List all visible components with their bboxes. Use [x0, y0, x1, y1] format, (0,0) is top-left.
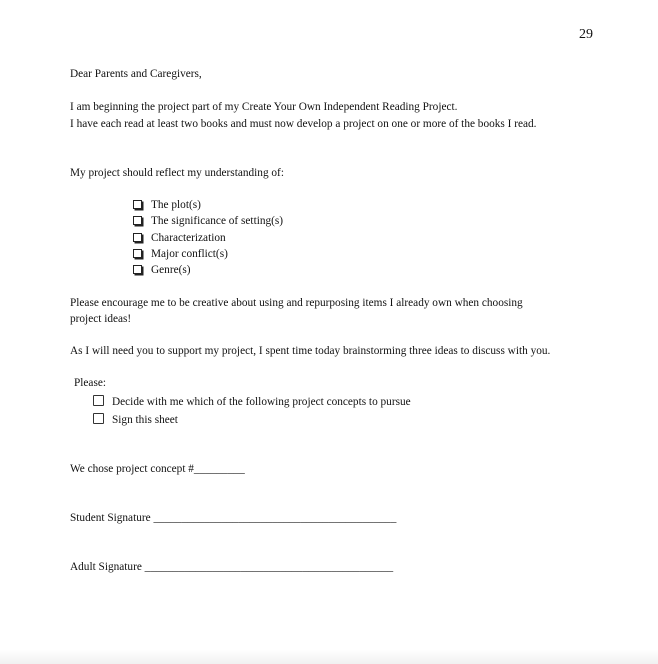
understanding-item: [133, 231, 226, 245]
understanding-item: [133, 263, 191, 277]
checkbox-bullet-icon: [133, 216, 142, 225]
checkbox-bullet-icon: [133, 200, 142, 209]
understanding-heading: My project should reflect my understanding of:: [70, 167, 284, 179]
student-signature-line: Student Signature ___________________________________________: [70, 512, 397, 524]
item-label: Genre(s): [151, 264, 191, 276]
checkbox-bullet-icon: [133, 249, 142, 258]
checkbox[interactable]: [93, 395, 104, 406]
intro-line-2: I have each read at least two books and must now develop a project on one or more of the books I read.: [70, 118, 537, 130]
item-label: Major conflict(s): [151, 248, 228, 260]
item-label: Sign this sheet: [112, 414, 178, 426]
understanding-item: [133, 214, 283, 228]
item-label: The significance of setting(s): [151, 215, 284, 227]
please-item: [93, 413, 178, 427]
page-number: 29: [579, 27, 593, 42]
adult-signature-line: Adult Signature ____________________________________________: [70, 561, 394, 573]
checkbox-bullet-icon: [133, 233, 142, 242]
item-label: The plot(s): [151, 199, 201, 211]
understanding-item: [133, 198, 201, 212]
page-bottom-edge: [0, 650, 658, 664]
checkbox[interactable]: [93, 413, 104, 424]
item-label: Characterization: [151, 232, 226, 244]
concept-line: We chose project concept #_________: [70, 463, 245, 475]
item-label: Decide with me which of the following project concepts to pursue: [112, 396, 411, 408]
please-item: [93, 395, 411, 409]
understanding-item: [133, 247, 228, 261]
checkbox-bullet-icon: [133, 265, 142, 274]
encourage-line-1: Please encourage me to be creative about using and repurposing items I already own when choosing: [70, 297, 523, 309]
encourage-line-2: project ideas!: [70, 313, 132, 325]
salutation: Dear Parents and Caregivers,: [70, 68, 202, 80]
brainstorm-text: As I will need you to support my project, I spent time today brainstorming three ideas to discuss with you.: [70, 345, 551, 357]
intro-line-1: I am beginning the project part of my Create Your Own Independent Reading Project.: [70, 101, 458, 113]
please-label: Please:: [74, 377, 106, 389]
